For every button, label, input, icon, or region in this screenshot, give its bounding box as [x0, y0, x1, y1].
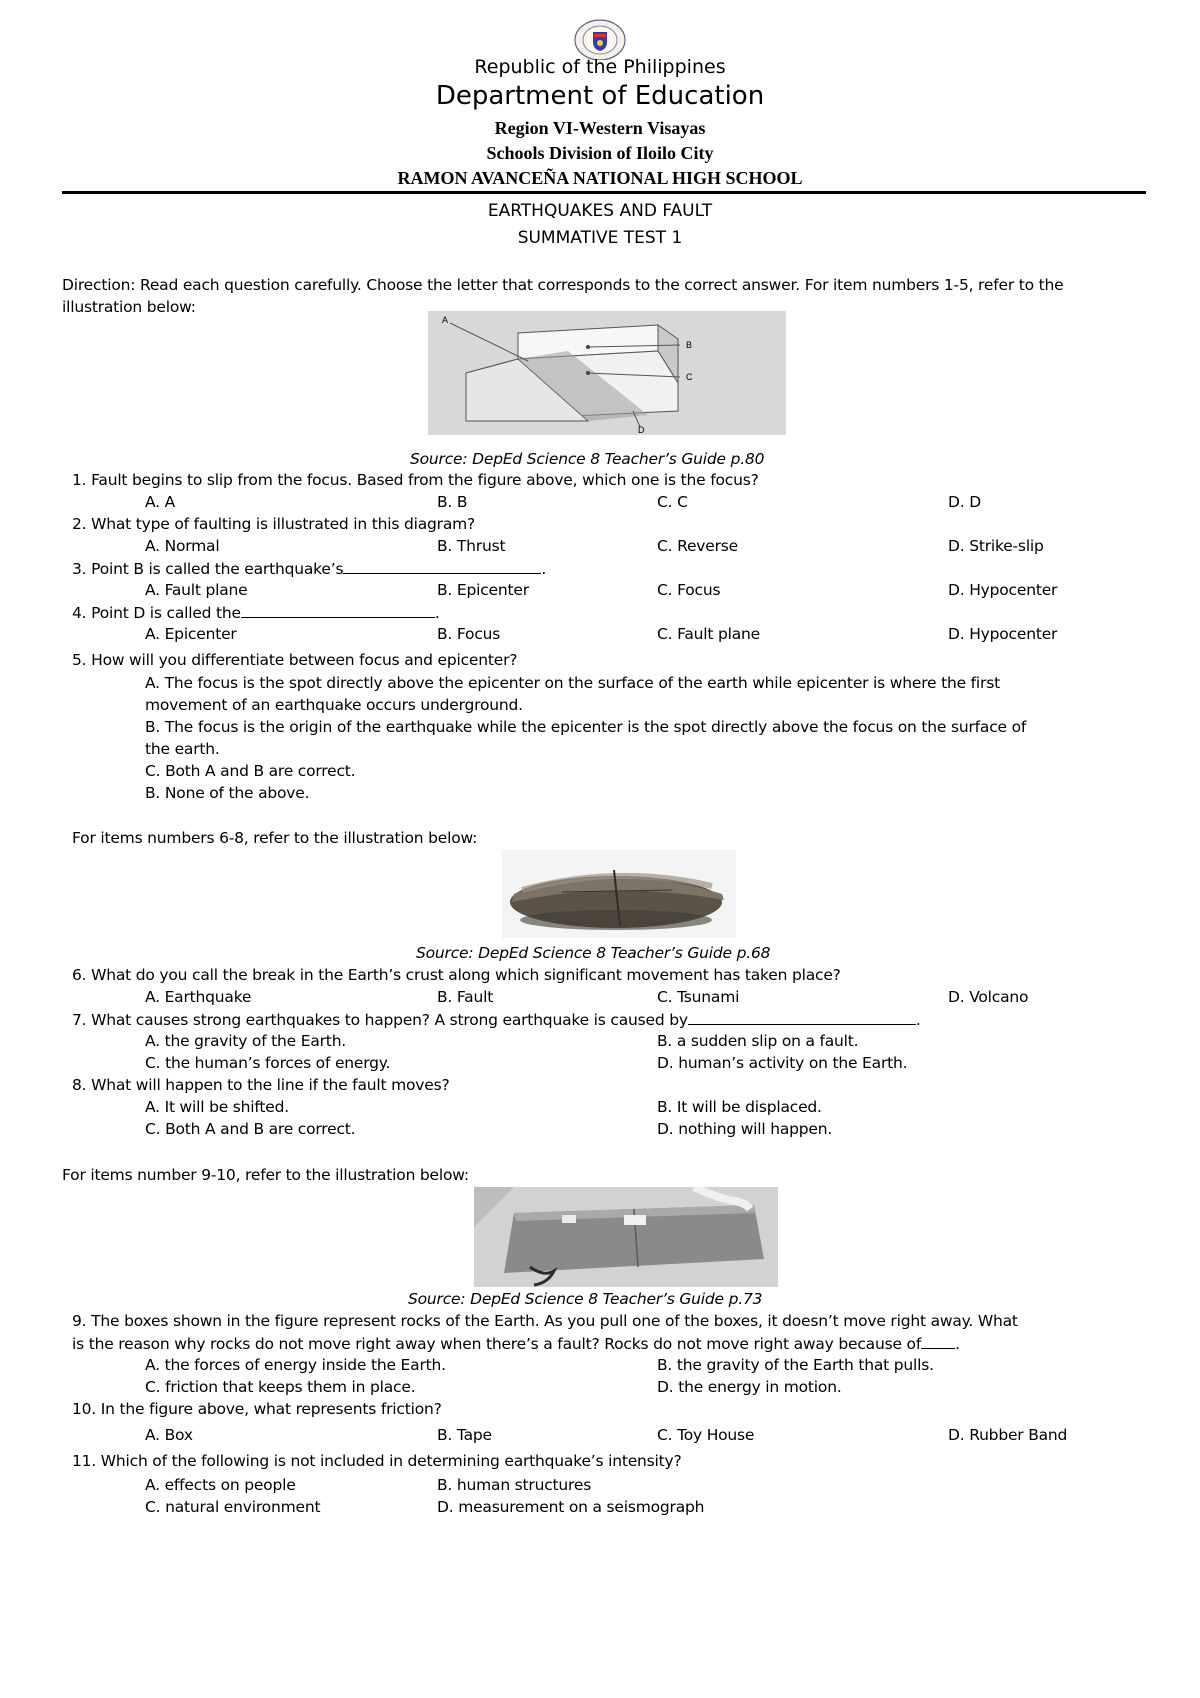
q5-choice-b-line1: B. The focus is the origin of the earthquake while the epicenter is the spot directly above the focus on the surface of — [145, 718, 1027, 736]
q5-choice-b-line2: the earth. — [145, 740, 220, 758]
q6-choice-a: A. Earthquake — [145, 988, 252, 1006]
q7-end: . — [915, 1011, 921, 1029]
fig1-label-c: C — [686, 372, 693, 382]
region-line: Region VI-Western Visayas — [494, 118, 706, 138]
q1-choice-b: B. B — [437, 493, 468, 511]
section2-intro: For items numbers 6-8, refer to the illustration below: — [72, 829, 478, 847]
q2-choice-a: A. Normal — [145, 537, 220, 555]
q1-choice-a: A. A — [145, 493, 175, 511]
q8-choice-b: B. It will be displaced. — [657, 1098, 822, 1116]
q3-choice-b: B. Epicenter — [437, 581, 529, 599]
q4-line — [72, 603, 440, 622]
q4-text: 4. Point D is called the — [72, 604, 241, 622]
fig1-label-b: B — [686, 340, 693, 350]
q5-choice-a-line2: movement of an earthquake occurs underground. — [145, 696, 523, 714]
q8-choice-c: C. Both A and B are correct. — [145, 1120, 356, 1138]
q4-choice-b: B. Focus — [437, 625, 501, 643]
q11-choice-b: B. human structures — [437, 1476, 592, 1494]
q5-choice-a-line1: A. The focus is the spot directly above the epicenter on the surface of the earth while epicenter is where the first — [145, 674, 1000, 692]
q3-end: . — [541, 560, 547, 578]
q7-text: 7. What causes strong earthquakes to happen? A strong earthquake is caused by — [72, 1011, 688, 1029]
deped-seal-logo — [573, 16, 627, 60]
direction-line-2: illustration below: — [62, 298, 196, 316]
q3-choice-c: C. Focus — [657, 581, 721, 599]
subject-title: EARTHQUAKES AND FAULT — [487, 201, 713, 221]
q5-choice-c: C. Both A and B are correct. — [145, 762, 356, 780]
q9-text: is the reason why rocks do not move right away when there’s a fault? Rocks do not move right away because of — [72, 1335, 922, 1353]
q6-text: 6. What do you call the break in the Earth’s crust along which significant movement has taken place? — [72, 966, 841, 984]
q9-blank — [921, 1334, 955, 1349]
fig1-label-a: A — [442, 315, 449, 325]
q9-line1: 9. The boxes shown in the figure represent rocks of the Earth. As you pull one of the boxes, it doesn’t move right away. What — [72, 1312, 1018, 1330]
test-title: SUMMATIVE TEST 1 — [517, 228, 683, 248]
q8-text: 8. What will happen to the line if the fault moves? — [72, 1076, 450, 1094]
q10-choice-c: C. Toy House — [657, 1426, 755, 1444]
q6-choice-b: B. Fault — [437, 988, 494, 1006]
fault-block-figure — [428, 311, 786, 435]
q4-end: . — [434, 604, 440, 622]
header-divider — [62, 191, 1146, 194]
q5-text: 5. How will you differentiate between focus and epicenter? — [72, 651, 518, 669]
republic-line: Republic of the Philippines — [474, 56, 726, 78]
q10-choice-d: D. Rubber Band — [948, 1426, 1068, 1444]
figure1-source: Source: DepEd Science 8 Teacher’s Guide p.80 — [410, 450, 765, 468]
q10-choice-a: A. Box — [145, 1426, 193, 1444]
division-line: Schools Division of Iloilo City — [486, 143, 714, 163]
q3-line — [72, 559, 546, 578]
q8-choice-a: A. It will be shifted. — [145, 1098, 289, 1116]
department-title: Department of Education — [435, 81, 765, 111]
q2-choice-d: D. Strike-slip — [948, 537, 1044, 555]
q7-choice-b: B. a sudden slip on a fault. — [657, 1032, 859, 1050]
q9-choice-c: C. friction that keeps them in place. — [145, 1378, 416, 1396]
q4-choice-c: C. Fault plane — [657, 625, 761, 643]
school-name: RAMON AVANCEÑA NATIONAL HIGH SCHOOL — [397, 168, 803, 188]
q7-choice-d: D. human’s activity on the Earth. — [657, 1054, 908, 1072]
q8-choice-d: D. nothing will happen. — [657, 1120, 833, 1138]
fig1-label-d: D — [638, 425, 645, 435]
q2-choice-b: B. Thrust — [437, 537, 506, 555]
q1-choice-c: C. C — [657, 493, 688, 511]
q2-choice-c: C. Reverse — [657, 537, 738, 555]
boxes-friction-figure — [474, 1187, 778, 1287]
q3-text: 3. Point B is called the earthquake’s — [72, 560, 344, 578]
q1-choice-d: D. D — [948, 493, 981, 511]
q6-choice-c: C. Tsunami — [657, 988, 740, 1006]
q5-choice-d: B. None of the above. — [145, 784, 310, 802]
q10-text: 10. In the figure above, what represents friction? — [72, 1400, 442, 1418]
q7-choice-a: A. the gravity of the Earth. — [145, 1032, 347, 1050]
q9-choice-d: D. the energy in motion. — [657, 1378, 842, 1396]
figure2-source: Source: DepEd Science 8 Teacher’s Guide p.68 — [416, 944, 771, 962]
q11-choice-d: D. measurement on a seismograph — [437, 1498, 705, 1516]
figure3-source: Source: DepEd Science 8 Teacher’s Guide p.73 — [408, 1290, 763, 1308]
q7-blank — [688, 1010, 916, 1025]
q6-choice-d: D. Volcano — [948, 988, 1029, 1006]
q3-choice-a: A. Fault plane — [145, 581, 248, 599]
q4-choice-a: A. Epicenter — [145, 625, 237, 643]
q4-choice-d: D. Hypocenter — [948, 625, 1058, 643]
q4-blank — [241, 603, 435, 618]
q11-choice-a: A. effects on people — [145, 1476, 296, 1494]
section3-intro: For items number 9-10, refer to the illustration below: — [62, 1166, 469, 1184]
q3-blank — [343, 559, 541, 574]
q7-line — [72, 1010, 921, 1029]
direction-line-1: Direction: Read each question carefully. Choose the letter that corresponds to the correct answer. For item numbers 1-5, refer to the — [62, 276, 1064, 294]
q9-choice-b: B. the gravity of the Earth that pulls. — [657, 1356, 934, 1374]
q9-line2 — [72, 1334, 960, 1353]
q11-choice-c: C. natural environment — [145, 1498, 321, 1516]
q11-text: 11. Which of the following is not included in determining earthquake’s intensity? — [72, 1452, 682, 1470]
q10-choice-b: B. Tape — [437, 1426, 492, 1444]
fault-soil-figure — [502, 850, 736, 938]
q9-end: . — [955, 1335, 960, 1353]
q9-choice-a: A. the forces of energy inside the Earth. — [145, 1356, 446, 1374]
q7-choice-c: C. the human’s forces of energy. — [145, 1054, 391, 1072]
q3-choice-d: D. Hypocenter — [948, 581, 1058, 599]
q2-text: 2. What type of faulting is illustrated in this diagram? — [72, 515, 476, 533]
q1-text: 1. Fault begins to slip from the focus. Based from the figure above, which one is the focus? — [72, 471, 759, 489]
